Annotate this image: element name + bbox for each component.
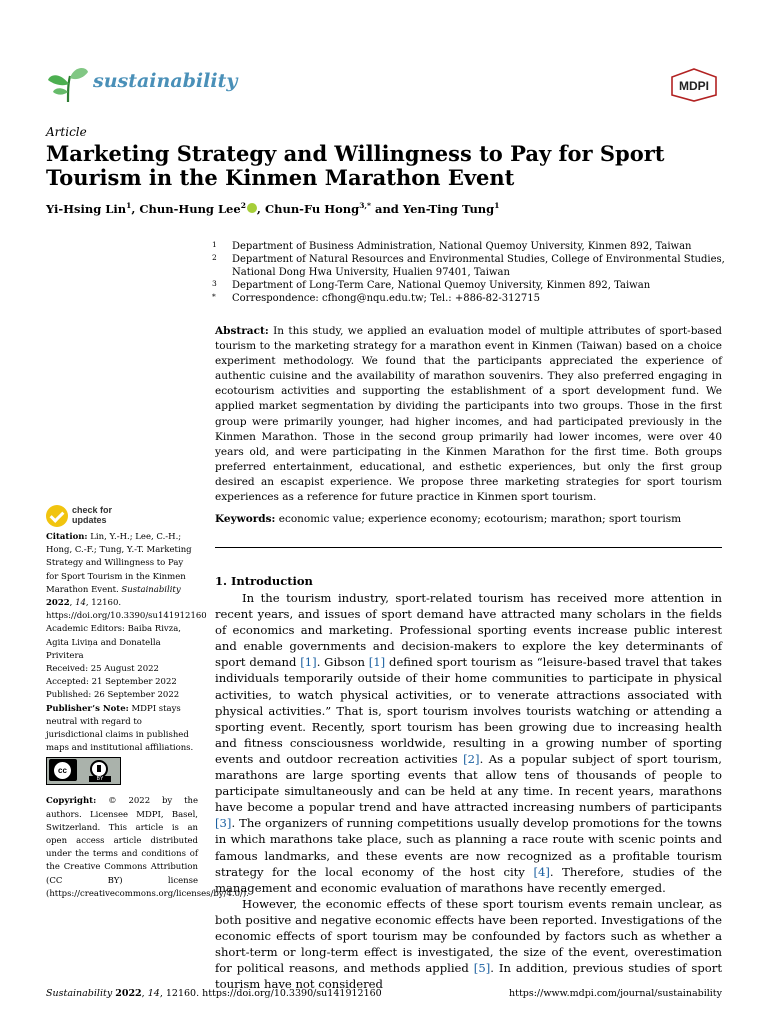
author-separator: , — [131, 201, 140, 216]
author-affil-sup: 3,* — [359, 201, 371, 210]
footer-volume: 14 — [147, 988, 160, 999]
footer-url[interactable]: https://www.mdpi.com/journal/sustainability — [509, 988, 722, 999]
citation-journal: Sustainability — [121, 584, 181, 595]
paragraph — [215, 896, 722, 993]
affiliation-number: 2 — [212, 253, 217, 262]
abstract-text: In this study, we applied an evaluation model of multiple attributes of sport-based tourism to the marketing strategy for a marathon event in Kinmen (Taiwan) based on a choice experiment methodology. We found that the participants appreciated the experience of authentic cuisine and the availability of marathon souvenirs. They also preferred engaging in ecotourism activities and supporting the establishment of a sport development fund. We applied market segmentation by dividing the participants into two groups. Those in the first group were primarily younger, had higher incomes, and had participated previously in the Kinmen Marathon. Those in the second group primarily had lower incomes, were over 40 years old, and were participating in the Kinmen Marathon for the first time. Both groups preferred entertainment, educational, and esthetic experiences, but only the first group desired an escapist experience. We propose three marketing strategies for sport tourism experiences as a reference for future practice in Kinmen sport tourism. — [215, 325, 722, 504]
citation-link[interactable]: [2] — [463, 751, 480, 766]
text-run: . As a popular subject of sport tourism, marathons are large sporting events that allow tens of thousands of people to participate simultaneously and can be held at any time. In recent years, marathons have become a popular trend and have attracted increasing numbers of participants — [215, 751, 722, 815]
text-run: In the tourism industry, sport-related tourism has received more attention in recent years, and issues of sport demand have attracted many scholars in the fields of economics and marketing. Professional sporting events increase public interest and enable governments and decision-makers to explore the key determinants of sport demand — [215, 591, 722, 670]
author-affil-sup: 1 — [494, 201, 500, 210]
footer-citation: Sustainability 2022, 14, 12160. https://doi.org/10.3390/su141912160 — [46, 988, 382, 999]
affiliations — [212, 240, 732, 305]
citation-link[interactable]: [5] — [473, 961, 491, 976]
abstract — [215, 324, 722, 505]
leaf-sprout-icon — [46, 64, 90, 104]
abstract-label: Abstract: — [215, 325, 269, 337]
citation-year: 2022 — [46, 598, 70, 609]
author-and: and — [370, 201, 403, 216]
author-separator: , — [256, 201, 265, 216]
footer-doi[interactable]: , 12160. https://doi.org/10.3390/su141912160 — [159, 988, 382, 999]
paragraph — [215, 590, 722, 896]
affiliation-line: National Dong Hwa University, Hualien 97401, Taiwan — [232, 267, 510, 278]
citation-link[interactable]: [1] — [300, 655, 317, 670]
mdpi-logo[interactable] — [668, 68, 720, 102]
affiliation-line: Department of Natural Resources and Environmental Studies, College of Environmental Studies, — [232, 254, 725, 265]
body-text — [215, 590, 722, 992]
received-date: Received: 25 August 2022 — [46, 664, 159, 675]
author-name[interactable]: Chun-Hung Lee — [139, 201, 241, 216]
check-updates-line: check for — [72, 505, 113, 515]
affiliation-item — [212, 253, 732, 279]
copyright — [46, 795, 249, 901]
citation-label: Citation: — [46, 532, 88, 542]
text-run: . In addition, previous studies of sport tourism have not considered — [215, 961, 722, 992]
publisher-note — [46, 703, 198, 756]
publisher-note-text: MDPI stays neutral with regard to jurisdictional claims in published maps and institutional affiliations. — [46, 703, 194, 754]
copyright-label: Copyright: — [46, 796, 97, 807]
text-run: defined sport tourism as “leisure-based travel that takes individuals temporarily outside of their home communities to participate in physical activities, to watch physical activities, or to venerate attractions associated with physical activities.” That is, sport tourism involves tourists watching or attending a sporting event. Recently, sport tourism has been growing due to increasing health and fitness consciousness worldwide, resulting in a growing number of sporting events and outdoor recreation activities — [215, 655, 722, 766]
citation-doi[interactable]: , 12160. https://doi.org/10.3390/su141912160 — [46, 598, 207, 622]
affiliation-line: Department of Business Administration, National Quemoy University, Kinmen 892, Taiwan — [232, 241, 692, 252]
academic-editors: Academic Editors: Baiba Rivza, Agita Liviņa and Donatella Privitera — [46, 624, 181, 661]
footer-year: 2022 — [115, 988, 142, 999]
correspondence-line[interactable]: Correspondence: cfhong@nqu.edu.tw; Tel.: +886-82-312715 — [232, 293, 540, 304]
citation-link[interactable]: [3] — [215, 816, 232, 831]
footer-journal: Sustainability — [46, 988, 113, 999]
author-list — [46, 201, 499, 216]
author-name[interactable]: Yi-Hsing Lin — [46, 201, 127, 216]
affiliation-item — [212, 279, 732, 292]
check-updates-line: updates — [72, 515, 107, 525]
accepted-date: Accepted: 21 September 2022 — [46, 677, 177, 688]
publisher-note-label: Publisher’s Note: — [46, 703, 129, 714]
cc-icon: cc — [52, 760, 73, 781]
orcid-icon[interactable] — [247, 203, 257, 213]
author-name[interactable]: Chun-Fu Hong — [264, 201, 360, 216]
check-updates-text — [72, 505, 112, 525]
author-affil-sup: 2 — [240, 201, 246, 210]
text-run: . Therefore, studies of the management and economic evaluation of marathons have recently emerged. — [215, 864, 723, 895]
keywords-text: economic value; experience economy; ecotourism; marathon; sport tourism — [278, 513, 682, 525]
by-label: BY — [89, 776, 111, 782]
affiliation-number: * — [212, 292, 216, 301]
citation: Citation: Lin, Y.-H.; Lee, C.-H.; Hong, C.-F.; Tung, Y.-T. Marketing Strategy and Willingness to Pay for Sport Tourism in the Kinmen Marathon Event. Sustainability 2022, 14, 12160. https://doi.org/10.3390/su141912160 — [46, 532, 207, 622]
check-for-updates-button[interactable] — [46, 505, 186, 529]
article-type: Article — [46, 125, 87, 139]
author-affil-sup: 1 — [126, 201, 132, 210]
sidebar — [46, 531, 249, 901]
text-run: . Gibson — [316, 655, 369, 670]
affiliation-number: 3 — [212, 279, 217, 288]
citation-link[interactable]: [1] — [368, 655, 386, 670]
copyright-text: © 2022 by the authors. Licensee MDPI, Basel, Switzerland. This article is an open access article distributed under the terms and conditions of the Creative Commons Attribution (CC BY) license (https://creativecommons.org/licenses/by/4.0/). — [46, 796, 249, 899]
text-run: However, the economic effects of these sport tourism events remain unclear, as both positive and negative economic effects have been reported. Investigations of the economic effects of sport tourism may be confounded by factors such as whether a short-term or long-term effect is investigated, the size of the event, overestimation for political reasons, and methods applied — [215, 896, 722, 976]
affiliation-item — [212, 240, 732, 253]
citation-link[interactable]: [4] — [533, 864, 550, 879]
published-date: Published: 26 September 2022 — [46, 690, 180, 701]
mdpi-logo-text: MDPI — [679, 79, 709, 93]
section-heading: 1. Introduction — [215, 574, 313, 588]
affiliation-line: Department of Long-Term Care, National Quemoy University, Kinmen 892, Taiwan — [232, 280, 651, 291]
citation-text: Lin, Y.-H.; Lee, C.-H.; Hong, C.-F.; Tung, Y.-T. Marketing Strategy and Willingness to Pay for Sport Tourism in the Kinmen Marathon Event. — [46, 532, 192, 595]
keywords-label: Keywords: — [215, 513, 276, 525]
author-name[interactable]: Yen-Ting Tung — [402, 201, 495, 216]
affiliation-number: 1 — [212, 240, 217, 249]
citation-volume: 14 — [75, 598, 86, 609]
journal-name: sustainability — [93, 70, 238, 92]
check-updates-icon — [46, 505, 68, 527]
section-divider — [215, 547, 722, 548]
text-run: . The organizers of running competitions usually develop promotions for the towns in which marathons take place, such as planning a race route with scenic points and famous landmarks, and these events are now recognized as a profitable tourism strategy for the local economy of the host city — [215, 816, 722, 879]
cc-by-license-badge[interactable] — [46, 757, 121, 785]
keywords — [215, 513, 722, 525]
affiliation-item — [212, 292, 732, 305]
article-title: Marketing Strategy and Willingness to Pay for Sport Tourism in the Kinmen Marathon Event — [46, 141, 665, 190]
